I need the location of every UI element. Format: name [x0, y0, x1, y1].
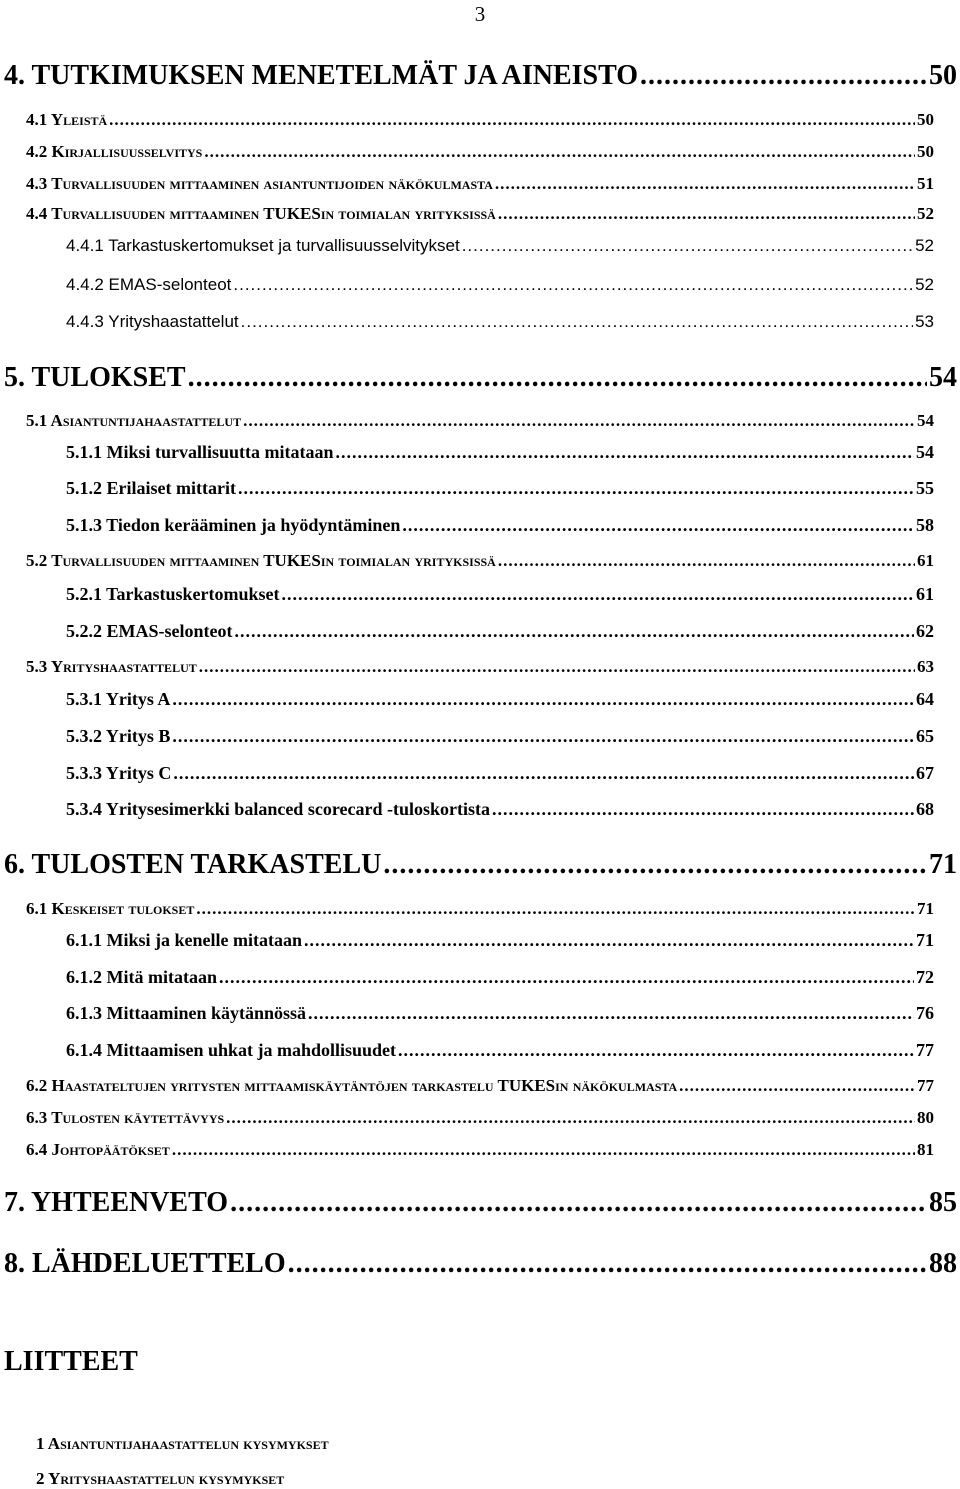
- toc-entry-label: 5.1 Asiantuntijahaastattelut: [26, 411, 242, 430]
- toc-entry[interactable]: [26, 900, 934, 917]
- toc-entry[interactable]: [26, 111, 934, 128]
- toc-entry-label: 5.3.3 Yritys C: [66, 763, 172, 783]
- toc-leader-dots: [402, 516, 914, 534]
- toc-entry[interactable]: [26, 412, 934, 429]
- toc-leader-dots: [109, 111, 915, 128]
- toc-leader-dots: [308, 1004, 914, 1022]
- toc-entry[interactable]: [4, 62, 957, 90]
- toc-entry-label: 6.2 Haastateltujen yritysten mittaamiskäytäntöjen tarkastelu TUKESin näkökulmasta: [26, 1076, 678, 1095]
- toc-leader-dots: [172, 690, 914, 708]
- toc-entry[interactable]: [4, 851, 957, 879]
- toc-entry[interactable]: [66, 479, 934, 497]
- toc-entry-page: 71: [917, 899, 934, 918]
- toc-entry-page: 88: [929, 1248, 957, 1279]
- toc-entry-page: 64: [916, 689, 934, 709]
- toc-entry-page: 77: [917, 1076, 934, 1095]
- toc-leader-dots: [230, 1189, 927, 1217]
- toc-entry[interactable]: [4, 364, 957, 392]
- toc-entry[interactable]: [26, 1141, 934, 1158]
- toc-entry-label: 4. TUTKIMUKSEN MENETELMÄT JA AINEISTO: [4, 60, 639, 91]
- toc-entry[interactable]: [66, 276, 934, 293]
- toc-entry-label: 7. YHTEENVETO: [4, 1187, 229, 1218]
- toc-entry-page: 52: [915, 275, 934, 294]
- toc-leader-dots: [233, 276, 913, 293]
- attachments-title: LIITTEET: [4, 1346, 138, 1377]
- toc-leader-dots: [498, 552, 915, 569]
- toc-entry[interactable]: [26, 143, 934, 160]
- toc-entry-page: 50: [917, 142, 934, 161]
- toc-entry-label: 6.1.1 Miksi ja kenelle mitataan: [66, 930, 302, 950]
- toc-entry[interactable]: [26, 205, 934, 222]
- toc-entry[interactable]: [26, 175, 934, 192]
- toc-leader-dots: [383, 851, 927, 879]
- toc-leader-dots: [238, 479, 914, 497]
- toc-leader-dots: [234, 622, 914, 640]
- toc-entry-label: 5. TULOKSET: [4, 362, 186, 393]
- toc-entry-page: 77: [916, 1040, 934, 1060]
- toc-entry-label: 4.3 Turvallisuuden mittaaminen asiantuntijoiden näkökulmasta: [26, 174, 493, 193]
- toc-entry-page: 67: [916, 763, 934, 783]
- toc-entry-page: 71: [916, 930, 934, 950]
- toc-entry-label: 4.1 Yleistä: [26, 110, 108, 129]
- toc-entry[interactable]: [66, 968, 934, 986]
- toc-entry[interactable]: [66, 1041, 934, 1059]
- toc-leader-dots: [196, 900, 915, 917]
- toc-entry-label: 4.4.1 Tarkastuskertomukset ja turvallisuusselvitykset: [66, 236, 460, 255]
- toc-entry-page: 51: [917, 174, 934, 193]
- toc-entry-page: 58: [916, 515, 934, 535]
- toc-leader-dots: [243, 412, 915, 429]
- toc-entry-page: 54: [916, 442, 934, 462]
- toc-entry-page: 55: [916, 478, 934, 498]
- toc-entry-page: 53: [915, 312, 934, 331]
- toc-entry-label: 5.2.2 EMAS-selonteot: [66, 621, 233, 641]
- toc-leader-dots: [640, 62, 927, 90]
- toc-leader-dots: [199, 658, 915, 675]
- toc-entry-label: 5.1.3 Tiedon kerääminen ja hyödyntäminen: [66, 515, 401, 535]
- toc-leader-dots: [492, 800, 914, 818]
- toc-entry[interactable]: [66, 622, 934, 640]
- toc-entry[interactable]: [66, 727, 934, 745]
- toc-leader-dots: [498, 205, 915, 222]
- toc-leader-dots: [188, 364, 927, 392]
- toc-entry-page: 81: [917, 1140, 934, 1159]
- toc-leader-dots: [172, 727, 914, 745]
- toc-entry-page: 71: [929, 849, 957, 880]
- toc-entry-label: 8. LÄHDELUETTELO: [4, 1248, 286, 1279]
- toc-entry[interactable]: [26, 1109, 934, 1126]
- toc-leader-dots: [288, 1250, 927, 1278]
- attachment-item: 1 Asiantuntijahaastattelun kysymykset: [36, 1434, 329, 1453]
- toc-entry[interactable]: [26, 1077, 934, 1094]
- toc-entry-page: 85: [929, 1187, 957, 1218]
- toc-entry-page: 62: [916, 621, 934, 641]
- toc-entry-label: 4.4.2 EMAS-selonteot: [66, 275, 232, 294]
- toc-leader-dots: [304, 931, 914, 949]
- toc-entry-page: 65: [916, 726, 934, 746]
- toc-entry-label: 4.4 Turvallisuuden mittaaminen TUKESin toimialan yrityksissä: [26, 204, 496, 223]
- toc-entry-label: 6.1.3 Mittaaminen käytännössä: [66, 1003, 307, 1023]
- toc-entry[interactable]: [66, 764, 934, 782]
- toc-entry-label: 6.1 Keskeiset tulokset: [26, 899, 195, 918]
- toc-entry-label: 6.1.4 Mittaamisen uhkat ja mahdollisuudet: [66, 1040, 397, 1060]
- toc-entry[interactable]: [66, 800, 934, 818]
- toc-entry[interactable]: [66, 1004, 934, 1022]
- toc-leader-dots: [172, 1141, 915, 1158]
- toc-entry-label: 6.4 Johtopäätökset: [26, 1140, 170, 1159]
- toc-entry-label: 5.3.1 Yritys A: [66, 689, 171, 709]
- toc-entry[interactable]: [4, 1189, 957, 1217]
- toc-entry-page: 50: [929, 60, 957, 91]
- toc-entry-page: 76: [916, 1003, 934, 1023]
- toc-leader-dots: [204, 143, 915, 160]
- toc-entry-page: 54: [929, 362, 957, 393]
- toc-entry[interactable]: [66, 443, 934, 461]
- toc-entry[interactable]: [66, 237, 934, 254]
- toc-leader-dots: [495, 175, 915, 192]
- toc-entry-page: 54: [917, 411, 934, 430]
- toc-entry-label: 5.3 Yrityshaastattelut: [26, 657, 197, 676]
- toc-entry[interactable]: [4, 1250, 957, 1278]
- toc-entry-page: 72: [916, 967, 934, 987]
- toc-entry[interactable]: [66, 313, 934, 330]
- toc-leader-dots: [679, 1077, 915, 1094]
- toc-entry-page: 52: [915, 236, 934, 255]
- toc-entry-page: 68: [916, 799, 934, 819]
- toc-entry[interactable]: [26, 552, 934, 569]
- toc-entry-label: 5.2 Turvallisuuden mittaaminen TUKESin toimialan yrityksissä: [26, 551, 496, 570]
- toc-entry-label: 6.1.2 Mitä mitataan: [66, 967, 217, 987]
- toc-entry[interactable]: [66, 585, 934, 603]
- toc-entry[interactable]: [66, 931, 934, 949]
- toc-leader-dots: [462, 237, 913, 254]
- toc-entry-page: 61: [917, 551, 934, 570]
- toc-entry-label: 5.1.2 Erilaiset mittarit: [66, 478, 236, 498]
- toc-entry-label: 4.2 Kirjallisuusselvitys: [26, 142, 203, 161]
- toc-entry-page: 80: [917, 1108, 934, 1127]
- toc-leader-dots: [226, 1109, 915, 1126]
- toc-entry-label: 5.3.2 Yritys B: [66, 726, 171, 746]
- toc-leader-dots: [173, 764, 914, 782]
- toc-leader-dots: [398, 1041, 914, 1059]
- toc-entry-label: 5.3.4 Yritysesimerkki balanced scorecard -tuloskortista: [66, 799, 490, 819]
- toc-entry-label: 5.1.1 Miksi turvallisuutta mitataan: [66, 442, 334, 462]
- toc-entry-label: 5.2.1 Tarkastuskertomukset: [66, 584, 280, 604]
- toc-entry-page: 50: [917, 110, 934, 129]
- toc-leader-dots: [219, 968, 914, 986]
- attachment-item: 2 Yrityshaastattelun kysymykset: [36, 1469, 285, 1488]
- toc-entry-label: 6.3 Tulosten käytettävyys: [26, 1108, 225, 1127]
- toc-leader-dots: [282, 585, 914, 603]
- toc-entry-label: 4.4.3 Yrityshaastattelut: [66, 312, 239, 331]
- toc-entry-page: 63: [917, 657, 934, 676]
- toc-leader-dots: [241, 313, 913, 330]
- toc-entry[interactable]: [66, 690, 934, 708]
- toc-entry-page: 61: [916, 584, 934, 604]
- toc-entry-page: 52: [917, 204, 934, 223]
- toc-leader-dots: [336, 443, 914, 461]
- toc-entry[interactable]: [26, 658, 934, 675]
- toc-entry-label: 6. TULOSTEN TARKASTELU: [4, 849, 382, 880]
- toc-entry[interactable]: [66, 516, 934, 534]
- page-number: 3: [474, 2, 486, 26]
